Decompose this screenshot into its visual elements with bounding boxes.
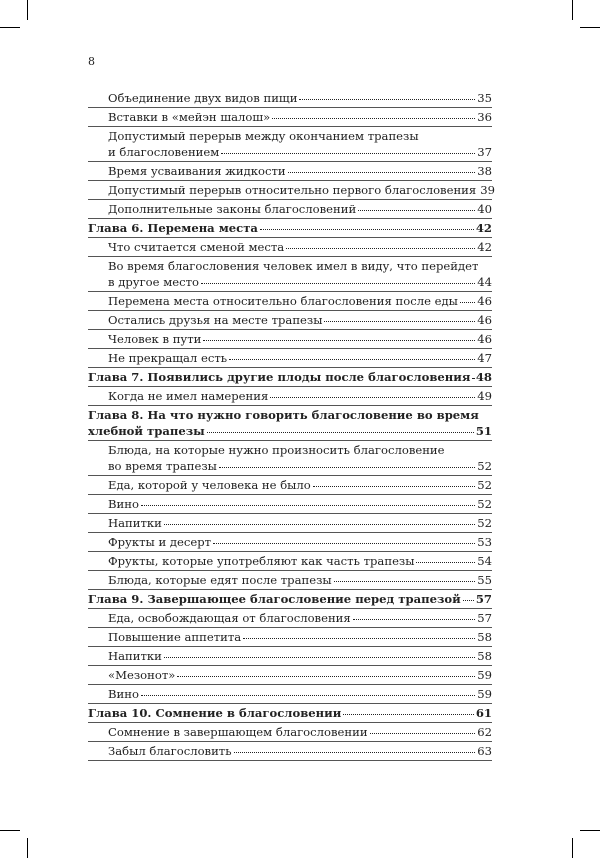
toc-entry [88, 90, 492, 106]
dot-leader [203, 339, 475, 341]
dot-leader [286, 247, 475, 249]
toc-entry [88, 293, 492, 309]
toc-entry-title: и благословением [108, 145, 220, 159]
toc-entry-page: 62 [477, 725, 492, 739]
toc-entry-title: Вино [108, 687, 139, 701]
divider [88, 627, 492, 628]
dot-leader [141, 694, 475, 696]
toc-entry-page: 63 [477, 744, 492, 758]
divider [88, 348, 492, 349]
toc-entry-title-line: Блюда, на которые нужно произносить благословение [108, 443, 445, 457]
crop-mark [0, 830, 20, 831]
toc-entry-title: Повышение аппетита [108, 630, 242, 644]
toc-entry-page: 39 [480, 183, 495, 197]
toc-entry-page: 42 [477, 240, 492, 254]
toc-entry-page: 52 [477, 478, 492, 492]
toc-entry [88, 667, 492, 683]
divider [88, 722, 492, 723]
crop-mark [580, 830, 600, 831]
toc-chapter-entry [88, 591, 492, 607]
toc-entry-page: 59 [477, 668, 492, 682]
toc-entry [88, 350, 492, 366]
toc-entry-title: во время трапезы [108, 459, 217, 473]
dot-leader [460, 301, 475, 303]
dot-leader [201, 282, 475, 284]
toc-entry-page: 52 [477, 516, 492, 530]
divider [88, 107, 492, 108]
crop-mark [572, 0, 573, 20]
toc-chapter-entry [88, 705, 492, 721]
toc-entry-title-line: Глава 8. На что нужно говорить благословение во время [88, 408, 479, 422]
divider [88, 367, 492, 368]
toc-entry-title: Глава 7. Появились другие плоды после благословения [88, 370, 471, 384]
divider [88, 440, 492, 441]
toc-entry [88, 388, 492, 404]
toc-entry-page: 53 [477, 535, 492, 549]
toc-entry [88, 743, 492, 759]
toc-entry-page: 46 [477, 294, 492, 308]
toc-entry-title: Вставки в «мейэн шалош» [108, 110, 271, 124]
divider [88, 551, 492, 552]
dot-leader [260, 228, 474, 230]
toc-chapter-entry [88, 369, 492, 385]
toc-entry-title: Вино [108, 497, 139, 511]
toc-entry-title: Напитки [108, 516, 162, 530]
toc-entry-title: Допустимый перерыв относительно первого благословения [108, 183, 477, 197]
toc-entry-title: Что считается сменой места [108, 240, 285, 254]
dot-leader [141, 504, 475, 506]
divider [88, 475, 492, 476]
divider [88, 310, 492, 311]
toc-entry-page: 35 [477, 91, 492, 105]
toc-entry-page: 42 [475, 221, 492, 235]
dot-leader [353, 618, 476, 620]
toc-entry-page: 54 [477, 554, 492, 568]
toc-entry-page: 44 [477, 275, 492, 289]
divider [88, 684, 492, 685]
toc-entry [88, 258, 492, 290]
toc-entry-title: Человек в пути [108, 332, 202, 346]
toc-entry [88, 496, 492, 512]
crop-mark [580, 27, 600, 28]
toc-entry-page: 38 [477, 164, 492, 178]
toc-entry-title: «Мезонот» [108, 668, 176, 682]
toc-entry-title: Сомнение в завершающем благословении [108, 725, 368, 739]
toc-entry-page: 47 [477, 351, 492, 365]
toc-entry-page: 58 [477, 649, 492, 663]
toc-entry [88, 331, 492, 347]
dot-leader [288, 171, 476, 173]
divider [88, 291, 492, 292]
toc-entry-title: Фрукты и десерт [108, 535, 212, 549]
crop-mark [27, 0, 28, 20]
toc-entry-page: 52 [477, 497, 492, 511]
toc-entry-title: Блюда, которые едят после трапезы [108, 573, 332, 587]
dot-leader [463, 599, 474, 601]
toc-entry [88, 109, 492, 125]
toc-entry-page: 57 [477, 611, 492, 625]
divider [88, 237, 492, 238]
toc-entry [88, 553, 492, 569]
dot-leader [416, 561, 475, 563]
dot-leader [358, 209, 475, 211]
toc-entry-title: Дополнительные законы благословений [108, 202, 357, 216]
toc-entry-page: 40 [477, 202, 492, 216]
toc-entry-title: Не прекращал есть [108, 351, 228, 365]
divider [88, 608, 492, 609]
divider [88, 180, 492, 181]
dot-leader [324, 320, 475, 322]
dot-leader [313, 485, 475, 487]
toc-chapter-entry [88, 407, 492, 439]
dot-leader [207, 431, 474, 433]
toc-entry-page: 37 [477, 145, 492, 159]
toc-entry-page: 61 [475, 706, 492, 720]
toc-entry [88, 629, 492, 645]
divider [88, 665, 492, 666]
dot-leader [177, 675, 475, 677]
toc-entry [88, 239, 492, 255]
toc-entry-page: 51 [475, 424, 492, 438]
toc-entry-title: Перемена места относительно благословения после еды [108, 294, 458, 308]
toc-entry-title: в другое место [108, 275, 199, 289]
toc-entry-title: Объединение двух видов пищи [108, 91, 298, 105]
dot-leader [472, 377, 473, 379]
page-number: 8 [88, 55, 95, 68]
dot-leader [370, 732, 476, 734]
toc-entry-page: 59 [477, 687, 492, 701]
toc-entry [88, 312, 492, 328]
toc-entry [88, 572, 492, 588]
toc-entry [88, 724, 492, 740]
toc-entry-page: 55 [477, 573, 492, 587]
divider [88, 760, 492, 761]
dot-leader [343, 713, 474, 715]
toc-entry-page: 36 [477, 110, 492, 124]
toc-entry-page: 48 [475, 370, 492, 384]
dot-leader [334, 580, 476, 582]
toc-entry-page: 52 [477, 459, 492, 473]
toc-entry-title: Остались друзья на месте трапезы [108, 313, 323, 327]
divider [88, 126, 492, 127]
dot-leader [229, 358, 475, 360]
toc-entry-page: 57 [475, 592, 492, 606]
toc-entry-page: 49 [477, 389, 492, 403]
toc-entry [88, 182, 495, 198]
dot-leader [213, 542, 475, 544]
dot-leader [270, 396, 475, 398]
divider [88, 218, 492, 219]
dot-leader [234, 751, 476, 753]
toc-entry-title: Фрукты, которые употребляют как часть трапезы [108, 554, 415, 568]
dot-leader [221, 152, 475, 154]
divider [88, 161, 492, 162]
toc-entry-page: 58 [477, 630, 492, 644]
toc-entry [88, 686, 492, 702]
toc-entry-title: Еда, освобождающая от благословения [108, 611, 351, 625]
toc-entry [88, 515, 492, 531]
toc-entry-page: 46 [477, 313, 492, 327]
toc-entry-title-line: Допустимый перерыв между окончанием трапезы [108, 129, 419, 143]
crop-mark [572, 838, 573, 858]
toc-entry [88, 128, 492, 160]
dot-leader [299, 98, 475, 100]
divider [88, 570, 492, 571]
divider [88, 532, 492, 533]
divider [88, 741, 492, 742]
toc-entry [88, 442, 492, 474]
divider [88, 703, 492, 704]
crop-mark [0, 27, 20, 28]
crop-mark [27, 838, 28, 858]
toc-entry [88, 534, 492, 550]
dot-leader [219, 466, 475, 468]
divider [88, 494, 492, 495]
toc-entry [88, 610, 492, 626]
divider [88, 646, 492, 647]
toc-entry [88, 477, 492, 493]
toc-entry-title: хлебной трапезы [88, 424, 205, 438]
toc-entry-title: Глава 6. Перемена места [88, 221, 258, 235]
toc-entry-title: Глава 10. Сомнение в благословении [88, 706, 342, 720]
table-of-contents [88, 90, 495, 762]
dot-leader [164, 523, 475, 525]
dot-leader [164, 656, 475, 658]
divider [88, 589, 492, 590]
dot-leader [272, 117, 475, 119]
toc-entry-title: Забыл благословить [108, 744, 232, 758]
toc-entry-title: Глава 9. Завершающее благословение перед трапезой [88, 592, 461, 606]
divider [88, 329, 492, 330]
toc-entry [88, 648, 492, 664]
toc-entry [88, 163, 492, 179]
toc-chapter-entry [88, 220, 492, 236]
toc-entry-title-line: Во время благословения человек имел в виду, что перейдет [108, 259, 479, 273]
toc-entry-title: Напитки [108, 649, 162, 663]
divider [88, 405, 492, 406]
divider [88, 513, 492, 514]
toc-entry-page: 46 [477, 332, 492, 346]
toc-entry [88, 201, 492, 217]
divider [88, 256, 492, 257]
divider [88, 199, 492, 200]
divider [88, 386, 492, 387]
toc-entry-title: Когда не имел намерения [108, 389, 269, 403]
toc-entry-title: Время усваивания жидкости [108, 164, 286, 178]
dot-leader [243, 637, 475, 639]
toc-entry-title: Еда, которой у человека не было [108, 478, 311, 492]
